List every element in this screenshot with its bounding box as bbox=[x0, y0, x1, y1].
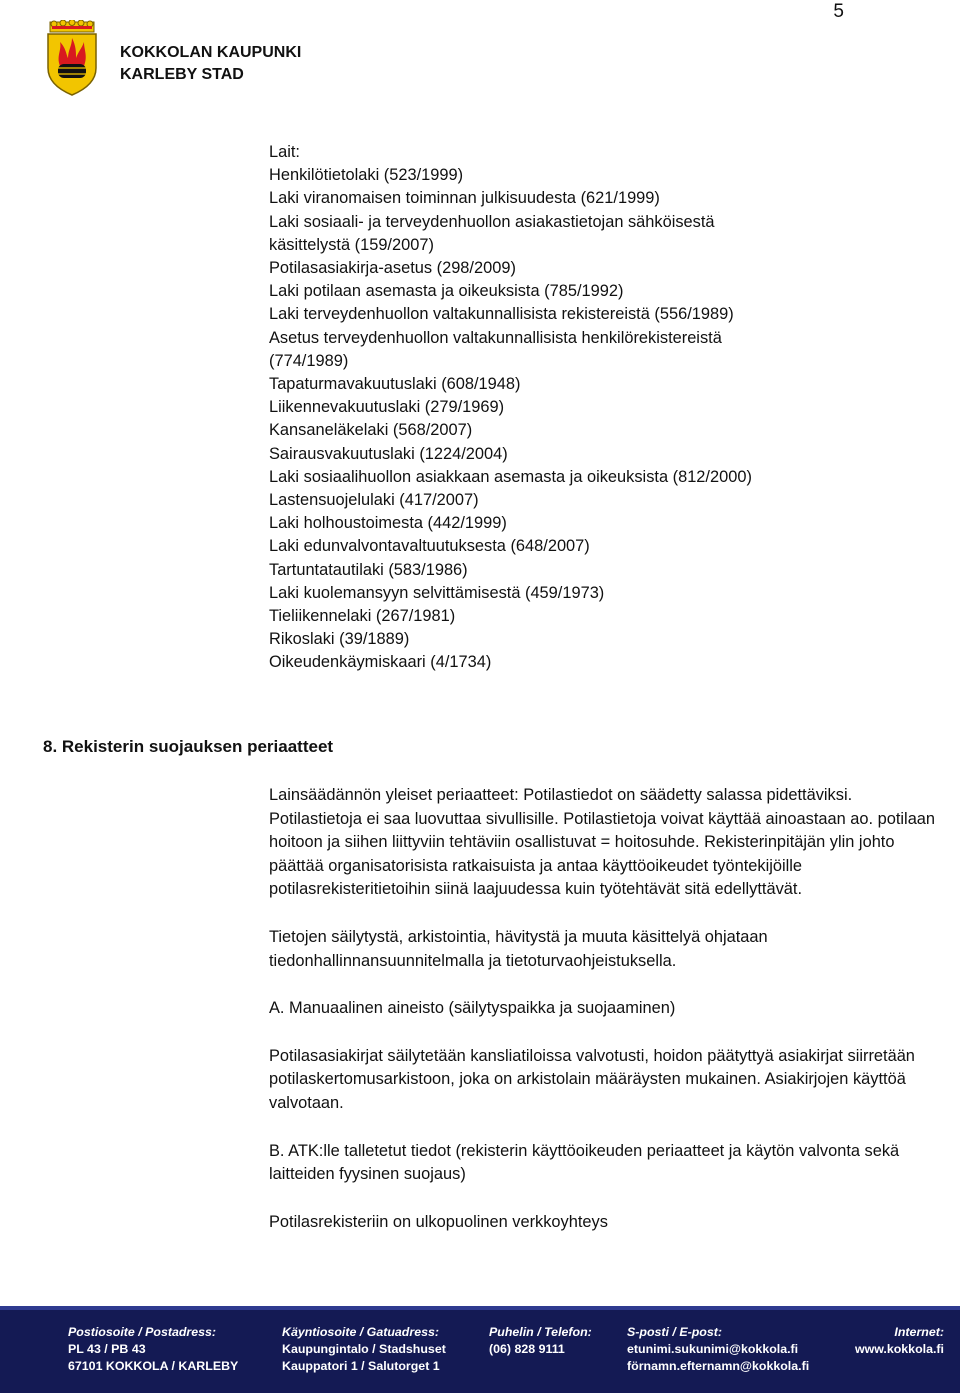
law-item: Laki edunvalvontavaltuutuksesta (648/2007) bbox=[269, 537, 590, 556]
paragraph-manual: Potilasasiakirjat säilytetään kansliatiloissa valvotusti, hoidon päätyttyä asiakirjat siirretään potilaskertomusarkistoon, joka on arkistolain määräysten mukainen. Asiakirjojen käyttöä valvotaan. bbox=[269, 1046, 915, 1112]
footer-stripe bbox=[0, 1306, 960, 1310]
footer-postal bbox=[68, 1324, 238, 1375]
footer-postal-line2: 67101 KOKKOLA / KARLEBY bbox=[68, 1359, 239, 1373]
organization-name-sv: KARLEBY STAD bbox=[120, 66, 244, 83]
law-item: Rikoslaki (39/1889) bbox=[269, 630, 410, 649]
law-item: Oikeudenkäymiskaari (4/1734) bbox=[269, 653, 492, 672]
law-item: Laki terveydenhuollon valtakunnallisista rekistereistä (556/1989) bbox=[269, 305, 734, 324]
footer-email-line2: förnamn.efternamn@kokkola.fi bbox=[627, 1359, 810, 1373]
law-item: Liikennevakuutuslaki (279/1969) bbox=[269, 398, 505, 417]
footer-internet bbox=[855, 1324, 944, 1358]
law-item: Laki holhoustoimesta (442/1999) bbox=[269, 514, 507, 533]
law-item: Laki viranomaisen toiminnan julkisuudesta (621/1999) bbox=[269, 189, 660, 208]
footer-internet-label: Internet: bbox=[894, 1325, 944, 1339]
law-item: (774/1989) bbox=[269, 351, 349, 370]
footer bbox=[0, 1306, 960, 1393]
section-body bbox=[269, 784, 939, 1234]
law-item: Potilasasiakirja-asetus (298/2009) bbox=[269, 259, 516, 278]
organization-name-fi: KOKKOLAN KAUPUNKI bbox=[120, 44, 302, 61]
laws-list bbox=[269, 141, 949, 675]
law-item: Henkilötietolaki (523/1999) bbox=[269, 166, 464, 185]
organization-name bbox=[120, 42, 301, 86]
footer-email bbox=[627, 1324, 809, 1375]
paragraph-network: Potilasrekisteriin on ulkopuolinen verkkoyhteys bbox=[269, 1212, 608, 1231]
laws-heading: Lait: bbox=[269, 143, 300, 161]
coat-of-arms-icon bbox=[44, 20, 100, 96]
law-item: käsittelystä (159/2007) bbox=[269, 235, 434, 254]
paragraph-atk-heading: B. ATK:lle talletetut tiedot (rekisterin käyttöoikeuden periaatteet ja käytön valvonta sekä laitteiden fyysinen suojaus) bbox=[269, 1141, 900, 1184]
law-item: Lastensuojelulaki (417/2007) bbox=[269, 491, 479, 510]
page-number: 5 bbox=[833, 1, 844, 22]
law-item: Tartuntatautilaki (583/1986) bbox=[269, 560, 468, 579]
law-item: Tapaturmavakuutuslaki (608/1948) bbox=[269, 375, 521, 394]
footer-visiting bbox=[282, 1324, 446, 1375]
law-item: Kansaneläkelaki (568/2007) bbox=[269, 421, 473, 440]
law-item: Asetus terveydenhuollon valtakunnallisista henkilörekistereistä bbox=[269, 328, 722, 347]
footer-email-line1: etunimi.sukunimi@kokkola.fi bbox=[627, 1342, 799, 1356]
footer-postal-label: Postiosoite / Postadress: bbox=[68, 1325, 217, 1339]
law-item: Laki kuolemansyyn selvittämisestä (459/1973) bbox=[269, 583, 605, 602]
law-item: Laki sosiaalihuollon asiakkaan asemasta ja oikeuksista (812/2000) bbox=[269, 467, 752, 486]
footer-postal-line1: PL 43 / PB 43 bbox=[68, 1342, 146, 1356]
footer-visiting-label: Käyntiosoite / Gatuadress: bbox=[282, 1325, 439, 1339]
footer-phone-line1: (06) 828 9111 bbox=[489, 1342, 565, 1356]
law-item: Laki potilaan asemasta ja oikeuksista (785/1992) bbox=[269, 282, 624, 301]
law-item: Tieliikennelaki (267/1981) bbox=[269, 607, 456, 626]
paragraph-principles: Lainsäädännön yleiset periaatteet: Potilastiedot on säädetty salassa pidettäviksi. Potilastietoja ei saa luovuttaa sivullisille. Potilastietoja voivat käyttää ainoastaan ao. potilaan hoitoon ja siihen liittyviin tehtäviin osallistuvat = hoitosuhde. Rekisterinpitäjän ylin johto päättää organisatorisista ratkaisuista ja antaa käyttöoikeudet työntekijöille potilasrekisteritietoihin siinä laajuudessa kuin työtehtävät sitä edellyttävät. bbox=[269, 786, 936, 899]
paragraph-storage: Tietojen säilytystä, arkistointia, hävitystä ja muuta käsittelyä ohjataan tiedonhallinnansuunnitelmalla ja tietoturvaohjeistuksella. bbox=[269, 927, 768, 970]
law-item: Sairausvakuutuslaki (1224/2004) bbox=[269, 444, 508, 463]
footer-phone bbox=[489, 1324, 592, 1358]
section-heading: 8. Rekisterin suojauksen periaatteet bbox=[43, 737, 334, 756]
footer-internet-line1: www.kokkola.fi bbox=[854, 1342, 944, 1356]
footer-phone-label: Puhelin / Telefon: bbox=[489, 1325, 592, 1339]
footer-visiting-line2: Kauppatori 1 / Salutorget 1 bbox=[282, 1359, 440, 1373]
paragraph-manual-heading: A. Manuaalinen aineisto (säilytyspaikka ja suojaaminen) bbox=[269, 999, 676, 1018]
footer-visiting-line1: Kaupungintalo / Stadshuset bbox=[282, 1342, 446, 1356]
footer-email-label: S-posti / E-post: bbox=[627, 1325, 722, 1339]
law-item: Laki sosiaali- ja terveydenhuollon asiakastietojan sähköisestä bbox=[269, 212, 715, 231]
